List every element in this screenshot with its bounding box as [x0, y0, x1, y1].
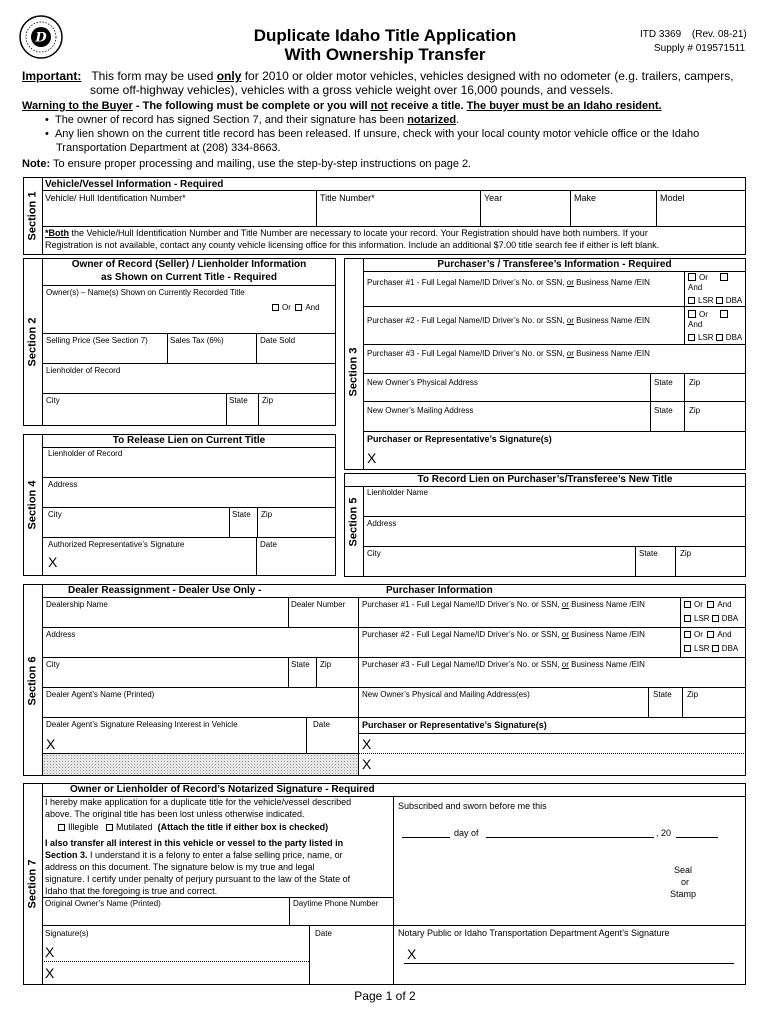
- release-date-label: Date: [260, 540, 277, 549]
- zip-label: Zip: [262, 396, 274, 405]
- s6-p2-and-checkbox[interactable]: [707, 631, 714, 638]
- dealer-zip-label: Zip: [320, 660, 332, 669]
- s6-p1-dba-checkbox[interactable]: [712, 615, 719, 622]
- state-label: State: [229, 396, 248, 405]
- s6-p1-lsr-checkbox[interactable]: [684, 615, 691, 622]
- notary-signature-label: Notary Public or Idaho Transportation Department Agent’s Signature: [398, 928, 670, 938]
- section-7-label: Section 7: [26, 859, 39, 909]
- section-4-label: Section 4: [26, 480, 39, 530]
- s6-p2-or-and: Or And: [684, 631, 732, 639]
- s6-zip-label: Zip: [687, 690, 699, 699]
- s3-p1-lsr-dba: LSR DBA: [688, 297, 742, 305]
- s3-p2-and-label: And: [688, 320, 703, 329]
- s6-p2-dba-checkbox[interactable]: [712, 645, 719, 652]
- release-state-label: State: [232, 510, 251, 519]
- s3-p1-lsr-checkbox[interactable]: [688, 297, 695, 304]
- illegible-checkbox[interactable]: [58, 824, 65, 831]
- s6-new-owner-address-label: New Owner’s Physical and Mailing Address(es): [362, 690, 530, 699]
- s7-title-condition: Illegible Mutilated (Attach the title if either box is checked): [58, 823, 328, 832]
- s3-signature-label: Purchaser or Representative’s Signature(s): [367, 434, 552, 444]
- s6-purchaser-2-label: Purchaser #2 - Full Legal Name/ID Driver’s No. or SSN, or Business Name /EIN: [362, 630, 645, 639]
- s3-purchaser-2-label: Purchaser #2 - Full Legal Name/ID Driver’s No. or SSN, or Business Name /EIN: [367, 316, 650, 325]
- section-7-heading: Owner or Lienholder of Record’s Notarized Signature - Required: [70, 784, 375, 795]
- s5-address-label: Address: [367, 519, 397, 528]
- s6-p1-lsr-dba: LSR DBA: [684, 615, 738, 623]
- date-sold-label: Date Sold: [260, 336, 296, 345]
- bullet-2: • Any lien shown on the current title record has been released. If unsure, check with your local county motor vehicle office or the Idaho: [45, 128, 700, 140]
- section-6-box: [23, 584, 746, 776]
- s3-signature-x[interactable]: X: [367, 450, 377, 466]
- make-input[interactable]: [572, 204, 654, 224]
- s6-p2-lsr-checkbox[interactable]: [684, 645, 691, 652]
- release-lienholder-label: Lienholder of Record: [48, 449, 123, 458]
- s6-purchaser-1-label: Purchaser #1 - Full Legal Name/ID Driver’s No. or SSN, or Business Name /EIN: [362, 600, 645, 609]
- section-1-note: *Both the Vehicle/Hull Identification Number and Title Number are necessary to locate your record. Your Registration should have both numbers. If your: [45, 228, 648, 238]
- form-number: ITD 3369 (Rev. 08-21): [640, 29, 747, 40]
- s3-p2-lsr-checkbox[interactable]: [688, 334, 695, 341]
- city-label: City: [46, 396, 60, 405]
- s6-p1-or-checkbox[interactable]: [684, 601, 691, 608]
- owner-or-and-options: Or And: [272, 304, 320, 312]
- stamp-text: Stamp: [670, 889, 697, 899]
- subscribed-sworn-text: Subscribed and sworn before me this: [398, 801, 547, 811]
- mutilated-checkbox[interactable]: [106, 824, 113, 831]
- auth-signature-x[interactable]: X: [48, 554, 58, 570]
- purchaser-info-heading: Purchaser Information: [386, 585, 493, 596]
- s7-body2-line5: Idaho that the foregoing is true and correct.: [45, 886, 218, 896]
- s3-p2-lsr-dba: LSR DBA: [688, 334, 742, 342]
- s7-body1-line2: above. The original title has been lost unless otherwise indicated.: [45, 809, 305, 819]
- s3-purchaser-1-label: Purchaser #1 - Full Legal Name/ID Driver’s No. or SSN, or Business Name /EIN: [367, 278, 650, 287]
- printed-name-label: Original Owner’s Name (Printed): [45, 899, 161, 908]
- section-6-label: Section 6: [26, 656, 39, 706]
- sales-tax-label: Sales Tax (6%): [170, 336, 224, 345]
- owner-signature-x-1[interactable]: X: [45, 944, 55, 960]
- s6-p2-or-checkbox[interactable]: [684, 631, 691, 638]
- supply-number: Supply # 019571511: [654, 43, 746, 54]
- s6-signature-x-2[interactable]: X: [362, 756, 372, 772]
- bullet-2-line2: Transportation Department at (208) 334-8663.: [56, 142, 281, 154]
- s7-body2-line1: I also transfer all interest in this vehicle or vessel to the party listed in: [45, 838, 344, 848]
- vin-input[interactable]: [44, 204, 314, 224]
- seal-or-text: or: [681, 877, 690, 887]
- release-address-label: Address: [48, 480, 78, 489]
- s3-p2-dba-checkbox[interactable]: [716, 334, 723, 341]
- agent-signature-x[interactable]: X: [46, 736, 56, 752]
- section-5-label: Section 5: [347, 497, 360, 547]
- physical-address-label: New Owner’s Physical Address: [367, 378, 478, 387]
- s3-p2-or-label: Or: [699, 310, 708, 319]
- s7-body2-line2: Section 3. I understand it is a felony to enter a false selling price, name, or: [45, 850, 343, 860]
- year-prefix-text: , 20: [656, 828, 672, 838]
- section-1-label: Section 1: [26, 191, 39, 241]
- or-checkbox[interactable]: [272, 304, 279, 311]
- s5-state-label: State: [639, 549, 658, 558]
- physical-zip-label: Zip: [689, 378, 701, 387]
- owners-input[interactable]: [44, 298, 266, 330]
- page-number: Page 1 of 2: [354, 989, 416, 1003]
- section-2-heading-2: as Shown on Current Title - Required: [101, 272, 277, 283]
- s3-p2-and-checkbox[interactable]: [720, 310, 728, 318]
- s6-state-label: State: [653, 690, 672, 699]
- dealership-name-label: Dealership Name: [46, 600, 108, 609]
- s7-body1-line1: I hereby make application for a duplicate title for the vehicle/vessel described: [45, 797, 352, 807]
- s7-body2-line4: signature. I certify under penalty of perjury pursuant to the law of the State of: [45, 874, 351, 884]
- s5-lienholder-label: Lienholder Name: [367, 488, 428, 497]
- vin-label: Vehicle/ Hull Identification Number*: [45, 193, 186, 203]
- important-paragraph-line2: some off-highway vehicles), vehicles with a gross vehicle weight over 16,000 pounds, and vessels.: [90, 83, 614, 97]
- dealer-city-label: City: [46, 660, 60, 669]
- selling-price-label: Selling Price (See Section 7): [46, 336, 148, 345]
- svg-text:D: D: [35, 30, 47, 46]
- s6-p2-lsr-dba: LSR DBA: [684, 645, 738, 653]
- s5-city-label: City: [367, 549, 381, 558]
- owners-label: Owner(s) – Name(s) Shown on Currently Recorded Title: [46, 288, 245, 297]
- lienholder-label: Lienholder of Record: [46, 366, 121, 375]
- day-of-text: day of: [454, 828, 479, 838]
- section-5-heading: To Record Lien on Purchaser’s/Transferee’s New Title: [417, 474, 673, 485]
- section-2-heading-1: Owner of Record (Seller) / Lienholder Information: [71, 259, 307, 270]
- dealer-address-label: Address: [46, 630, 76, 639]
- notary-signature-x[interactable]: X: [407, 946, 417, 962]
- model-label: Model: [660, 193, 685, 203]
- title-number-input[interactable]: [318, 204, 478, 224]
- form-title-line2: With Ownership Transfer: [284, 45, 486, 64]
- mailing-zip-label: Zip: [689, 406, 701, 415]
- year-label: Year: [484, 193, 503, 203]
- daytime-phone-label: Daytime Phone Number: [293, 899, 379, 908]
- s6-p1-or-and: Or And: [684, 601, 732, 609]
- owner-signature-x-2[interactable]: X: [45, 965, 55, 981]
- make-label: Make: [574, 193, 597, 203]
- dealer-date-label: Date: [313, 720, 330, 729]
- s6-purchaser-3-label: Purchaser #3 - Full Legal Name/ID Driver’s No. or SSN, or Business Name /EIN: [362, 660, 645, 669]
- mailing-state-label: State: [654, 406, 673, 415]
- s3-p1-or-checkbox[interactable]: [688, 273, 696, 281]
- warning-paragraph: Warning to the Buyer - The following must be complete or you will not receive a title. The buyer must be an Idaho resident.: [22, 100, 662, 112]
- section-3-heading: Purchaser’s / Transferee’s Information - Required: [437, 259, 672, 270]
- s3-purchaser-3-label: Purchaser #3 - Full Legal Name/ID Driver’s No. or SSN, or Business Name /EIN: [367, 349, 650, 358]
- year-input[interactable]: [482, 204, 568, 224]
- title-number-label: Title Number*: [320, 193, 375, 203]
- dealer-shaded-area: [43, 754, 358, 775]
- section-4-heading: To Release Lien on Current Title: [112, 435, 266, 446]
- section-1-heading: Vehicle/Vessel Information - Required: [45, 179, 224, 190]
- dealer-number-label: Dealer Number: [291, 600, 346, 609]
- section-3-label: Section 3: [347, 347, 360, 397]
- s6-signature-x-1[interactable]: X: [362, 736, 372, 752]
- form-title-line1: Duplicate Idaho Title Application: [253, 26, 517, 45]
- s5-zip-label: Zip: [680, 549, 692, 558]
- s3-p2-or-checkbox[interactable]: [688, 310, 696, 318]
- dealer-heading: Dealer Reassignment - Dealer Use Only -: [68, 585, 262, 596]
- s3-p1-and-label: And: [688, 283, 703, 292]
- physical-state-label: State: [654, 378, 673, 387]
- auth-signature-label: Authorized Representative’s Signature: [48, 540, 185, 549]
- agent-signature-label: Dealer Agent’s Signature Releasing Interest in Vehicle: [46, 720, 238, 729]
- s7-date-label: Date: [315, 929, 332, 938]
- seal-text: Seal: [674, 865, 693, 875]
- s7-body2-line3: address on this document. The signature below is my true and legal: [45, 862, 315, 872]
- s3-p1-or-label: Or: [699, 273, 708, 282]
- note-paragraph: Note: To ensure proper processing and mailing, use the step-by-step instructions on page 2.: [22, 158, 472, 170]
- signatures-label: Signature(s): [45, 929, 89, 938]
- section-2-label: Section 2: [26, 317, 39, 367]
- agent-name-label: Dealer Agent’s Name (Printed): [46, 690, 155, 699]
- s3-p1-dba-checkbox[interactable]: [716, 297, 723, 304]
- release-zip-label: Zip: [261, 510, 273, 519]
- release-city-label: City: [48, 510, 62, 519]
- bullet-1: • The owner of record has signed Section 7, and their signature has been notarized.: [45, 114, 460, 126]
- model-input[interactable]: [658, 204, 744, 224]
- dealer-state-label: State: [291, 660, 310, 669]
- mailing-address-label: New Owner’s Mailing Address: [367, 406, 474, 415]
- important-paragraph: Important: This form may be used only for 2010 or older motor vehicles, vehicles designed with no odometer (e.g. trailers, campers,: [22, 69, 734, 83]
- s6-p1-and-checkbox[interactable]: [707, 601, 714, 608]
- s3-p1-and-checkbox[interactable]: [720, 273, 728, 281]
- and-checkbox[interactable]: [295, 304, 302, 311]
- s6-signature-label: Purchaser or Representative’s Signature(s): [362, 720, 547, 730]
- section-1-note-line2: Registration is not available, contact any county vehicle licensing office for this information. Include an additional $7.00 title search fee if either is left blank.: [45, 240, 660, 250]
